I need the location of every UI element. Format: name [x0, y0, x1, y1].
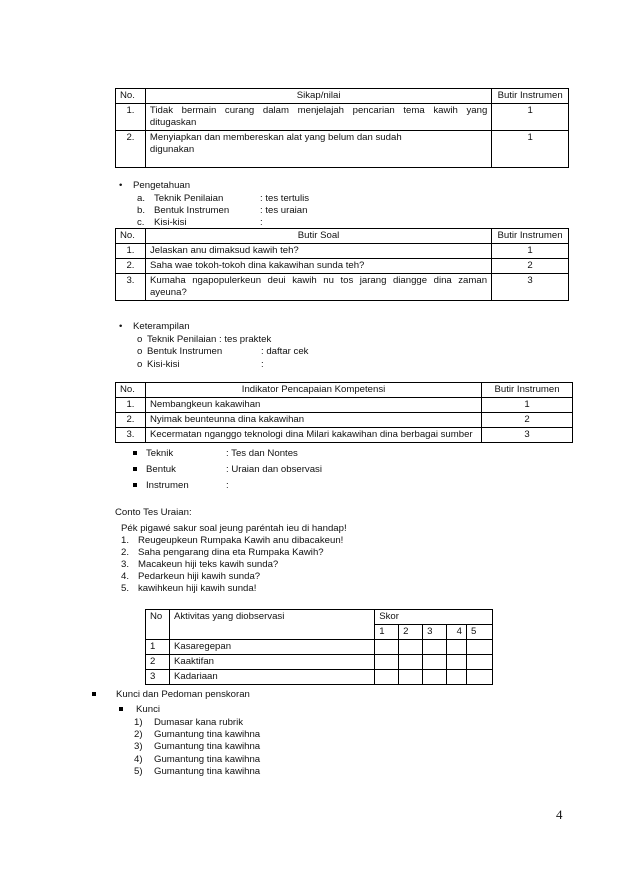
pengetahuan-heading: • Pengetahuan: [119, 180, 191, 191]
table-row: [116, 243, 569, 258]
header-soal: Butir Soal: [145, 229, 491, 244]
square-bullet-icon: [133, 467, 137, 471]
row-no: 2: [146, 654, 170, 669]
row-butir: 3: [482, 427, 573, 442]
list-item: 4) Gumantung tina kawihna: [134, 754, 261, 765]
row-no: 2.: [116, 258, 146, 273]
table-row: [116, 130, 569, 167]
row-text: Menyiapkan dan membereskan alat yang belum dan sudah digunakan: [145, 130, 491, 167]
score-cell: [467, 654, 493, 669]
header-no: No.: [116, 89, 146, 104]
row-text: Kasaregepan: [169, 639, 374, 654]
list-item: c. Kisi-kisi :: [137, 217, 263, 228]
row-butir: 2: [492, 258, 569, 273]
score-cell: [467, 669, 493, 684]
square-bullet-icon: [92, 692, 96, 696]
circle-bullet-icon: o: [137, 346, 143, 357]
list-item: Instrumen :: [133, 480, 229, 492]
score-cell: [375, 654, 399, 669]
list-item: 1. Reugeupkeun Rumpaka Kawih anu dibacakeun!: [121, 535, 344, 546]
bullet-icon: •: [119, 321, 123, 332]
row-no: 1: [146, 639, 170, 654]
table-header-row: [146, 610, 493, 625]
header-butir: Butir Instrumen: [492, 89, 569, 104]
table-header-row: [116, 89, 569, 104]
score-cell: [423, 654, 447, 669]
list-item: a. Teknik Penilaian : tes tertulis: [137, 193, 310, 204]
row-no: 1.: [116, 103, 146, 130]
table-row: [146, 654, 493, 669]
list-item: o Kisi-kisi :: [137, 359, 264, 370]
kunci-heading: Kunci dan Pedoman penskoran: [92, 689, 250, 701]
list-item: Bentuk : Uraian dan observasi: [133, 464, 322, 476]
score-cell: [447, 639, 467, 654]
contoh-intro: Pék pigawé sakur soal jeung paréntah ieu di handap!: [121, 523, 347, 534]
header-no: No.: [116, 383, 146, 398]
row-text: Saha wae tokoh-tokoh dina kakawihan sunda teh?: [145, 258, 491, 273]
observasi-table: [145, 609, 493, 685]
score-cell: [447, 669, 467, 684]
header-butir: Butir Instrumen: [482, 383, 573, 398]
row-text: Kumaha ngapopulerkeun deui kawih nu tos jarang diangge dina zaman ayeuna?: [145, 273, 491, 300]
header-aktivitas: Aktivitas yang diobservasi: [169, 610, 374, 640]
row-no: 2.: [116, 130, 146, 167]
table-row: [146, 639, 493, 654]
header-no: No: [146, 610, 170, 640]
header-sikap: Sikap/nilai: [145, 89, 491, 104]
header-indikator: Indikator Pencapaian Kompetensi: [145, 383, 481, 398]
list-item: 5) Gumantung tina kawihna: [134, 766, 261, 777]
score-cell: [375, 639, 399, 654]
list-item: 2. Saha pengarang dina eta Rumpaka Kawih?: [121, 547, 324, 558]
table-row: [116, 412, 573, 427]
score-col: 5: [467, 624, 493, 639]
row-text: Nembangkeun kakawihan: [145, 397, 481, 412]
row-butir: 3: [492, 273, 569, 300]
square-bullet-icon: [133, 483, 137, 487]
list-item: o Bentuk Instrumen : daftar cek: [137, 346, 309, 357]
table-row: [116, 427, 573, 442]
row-no: 3: [146, 669, 170, 684]
score-cell: [399, 669, 423, 684]
list-item: o Teknik Penilaian : tes praktek: [137, 334, 272, 345]
list-item: 2) Gumantung tina kawihna: [134, 729, 261, 740]
row-text: Kecermatan nganggo teknologi dina Milari kakawihan dina berbagai sumber: [145, 427, 481, 442]
table-row: [116, 258, 569, 273]
score-cell: [423, 669, 447, 684]
butir-soal-table: [115, 228, 569, 301]
row-butir: 2: [482, 412, 573, 427]
table-row: [116, 273, 569, 300]
header-butir: Butir Instrumen: [492, 229, 569, 244]
list-item: Teknik : Tes dan Nontes: [133, 448, 298, 460]
score-cell: [467, 639, 493, 654]
circle-bullet-icon: o: [137, 359, 143, 370]
score-cell: [399, 654, 423, 669]
table-row: [146, 669, 493, 684]
keterampilan-heading: • Keterampilan: [119, 321, 190, 332]
score-cell: [447, 654, 467, 669]
row-text: Tidak bermain curang dalam menjelajah pencarian tema kawih yang ditugaskan: [145, 103, 491, 130]
row-no: 1.: [116, 243, 146, 258]
row-butir: 1: [492, 243, 569, 258]
square-bullet-icon: [119, 707, 123, 711]
table-row: [116, 103, 569, 130]
header-skor: Skor: [375, 610, 493, 625]
page-number: 4: [556, 807, 563, 822]
row-butir: 1: [492, 103, 569, 130]
table-header-row: [116, 229, 569, 244]
indikator-table: [115, 382, 573, 443]
list-item: 5. kawihkeun hiji kawih sunda!: [121, 583, 257, 594]
row-text: Kadariaan: [169, 669, 374, 684]
row-text: Jelaskan anu dimaksud kawih teh?: [145, 243, 491, 258]
row-no: 3.: [116, 427, 146, 442]
row-no: 2.: [116, 412, 146, 427]
score-col: 1: [375, 624, 399, 639]
list-item: 3) Gumantung tina kawihna: [134, 741, 261, 752]
bullet-icon: •: [119, 180, 123, 191]
kunci-sub: Kunci: [119, 704, 160, 716]
sikap-table: [115, 88, 569, 168]
score-cell: [399, 639, 423, 654]
row-text: Nyimak beunteunna dina kakawihan: [145, 412, 481, 427]
score-col: 4: [447, 624, 467, 639]
score-cell: [423, 639, 447, 654]
circle-bullet-icon: o: [137, 334, 143, 345]
square-bullet-icon: [133, 451, 137, 455]
header-no: No.: [116, 229, 146, 244]
score-cell: [375, 669, 399, 684]
contoh-heading: Conto Tes Uraian:: [115, 507, 192, 518]
row-no: 3.: [116, 273, 146, 300]
list-item: 3. Macakeun hiji teks kawih sunda?: [121, 559, 279, 570]
table-row: [116, 397, 573, 412]
table-header-row: [116, 383, 573, 398]
score-col: 3: [423, 624, 447, 639]
list-item: b. Bentuk Instrumen : tes uraian: [137, 205, 308, 216]
row-butir: 1: [492, 130, 569, 167]
list-item: 1) Dumasar kana rubrik: [134, 717, 244, 728]
row-no: 1.: [116, 397, 146, 412]
row-butir: 1: [482, 397, 573, 412]
list-item: 4. Pedarkeun hiji kawih sunda?: [121, 571, 261, 582]
row-text: Kaaktifan: [169, 654, 374, 669]
score-col: 2: [399, 624, 423, 639]
